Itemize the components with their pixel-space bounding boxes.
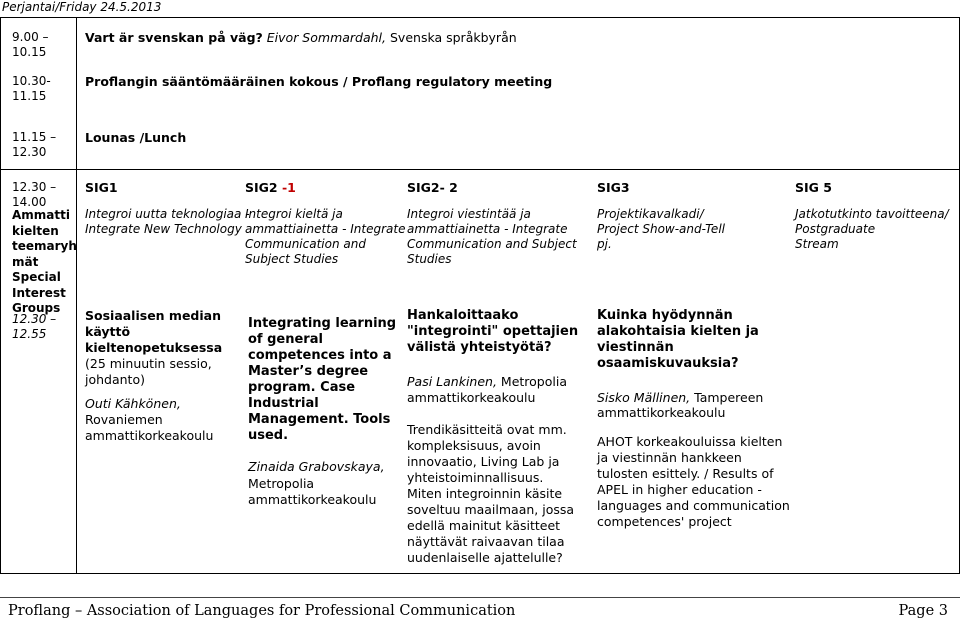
sig5-description: Jatkotutkinto tavoitteena/ Postgraduate Stream (795, 207, 949, 251)
table-bottom-border (0, 573, 960, 574)
s1-title: Sosiaalisen median käyttö kieltenopetuksessa (85, 308, 223, 355)
s3-affiliation: ammattikorkeakoulu (407, 390, 536, 405)
s3-body: Trendikäsitteitä ovat mm. kompleksisuus, avoin innovaatio, Living Lab ja yhteistoiminnallisuus. Miten integroinnin käsite soveltuu maailmaan, jossa edellä mainitut käsitteet näyttävät raivaavan tilaa uudenlaiselle ajattelulle? (407, 422, 575, 565)
time-slot-4: 12.30 – 14.00 (12, 180, 57, 209)
table-left-border (0, 17, 1, 574)
s2-affiliation: Metropolia ammattikorkeakoulu (248, 476, 377, 507)
sig2a-description: Integroi kieltä ja ammattiainetta - Integrate Communication and Subject Studies (245, 207, 406, 266)
sig2a-label: SIG2 (245, 180, 278, 195)
sig2b-header: SIG2- 2 (407, 180, 458, 195)
footer-rule (0, 597, 960, 598)
s1-speaker: Outi Kähkönen, (85, 396, 181, 411)
sig1-description: Integroi uutta teknologiaa - Integrate New Technology (85, 207, 250, 236)
s4-speaker: Sisko Mällinen, (597, 390, 691, 405)
sig2a-header (245, 180, 296, 195)
s4-speaker-line (597, 390, 763, 406)
table-top-border (0, 17, 960, 18)
session-title-row1 (85, 30, 517, 45)
time-slot-1: 9.00 – 10.15 (12, 30, 49, 59)
sig-group-label: Ammatti kielten teemaryh mät Special Interest Groups (12, 208, 77, 315)
time-slot-5: 12.30 – 12.55 (12, 312, 57, 341)
lunch-title: Lounas /Lunch (85, 130, 187, 145)
sig2b-description: Integroi viestintää ja ammattiainetta - Integrate Communication and Subject Studies (407, 207, 577, 266)
s3-title: Hankaloittaako "integrointi" opettajien välistä yhteistyötä? (407, 308, 579, 355)
page-number: Page 3 (898, 603, 948, 619)
organization: Svenska språkbyrån (390, 30, 517, 45)
title-bold: Vart är svenskan på väg? (85, 30, 263, 45)
time-slot-2: 10.30- 11.15 (12, 74, 51, 103)
sig2a-suffix: -1 (277, 180, 296, 195)
s4-affil-inline: Tampereen (690, 390, 764, 405)
sig5-header: SIG 5 (795, 180, 832, 195)
page-header: Perjantai/Friday 24.5.2013 (2, 0, 162, 14)
s3-speaker: Pasi Lankinen, (407, 374, 497, 389)
sig3-header: SIG3 (597, 180, 630, 195)
s1-note: (25 minuutin sessio, johdanto) (85, 356, 212, 387)
s3-speaker-line (407, 374, 567, 390)
sig3-description: Projektikavalkadi/ Project Show-and-Tell pj. (597, 207, 725, 251)
speaker-name: Eivor Sommardahl, (266, 30, 387, 45)
time-slot-3: 11.15 – 12.30 (12, 130, 57, 159)
s2-title: Integrating learning of general competences into a Master’s degree program. Case Industrial Management. Tools used. (248, 316, 397, 443)
s2-speaker: Zinaida Grabovskaya, (248, 459, 385, 474)
s4-title: Kuinka hyödynnän alakohtaisia kielten ja viestinnän osaamiskuvauksia? (597, 308, 759, 371)
footer-text: Proflang – Association of Languages for Professional Communication (8, 603, 516, 619)
s1-affiliation: Rovaniemen ammattikorkeakoulu (85, 412, 214, 443)
s4-body: AHOT korkeakouluissa kielten ja viestinnän hankkeen tulosten esittely. / Results of APEL in higher education - languages and communication competences' project (597, 434, 790, 529)
meeting-title: Proflangin sääntömääräinen kokous / Proflang regulatory meeting (85, 74, 553, 89)
s4-affiliation: ammattikorkeakoulu (597, 405, 726, 420)
s3-affil-inline: Metropolia (496, 374, 567, 389)
sig1-header: SIG1 (85, 180, 118, 195)
row-divider (0, 169, 960, 170)
